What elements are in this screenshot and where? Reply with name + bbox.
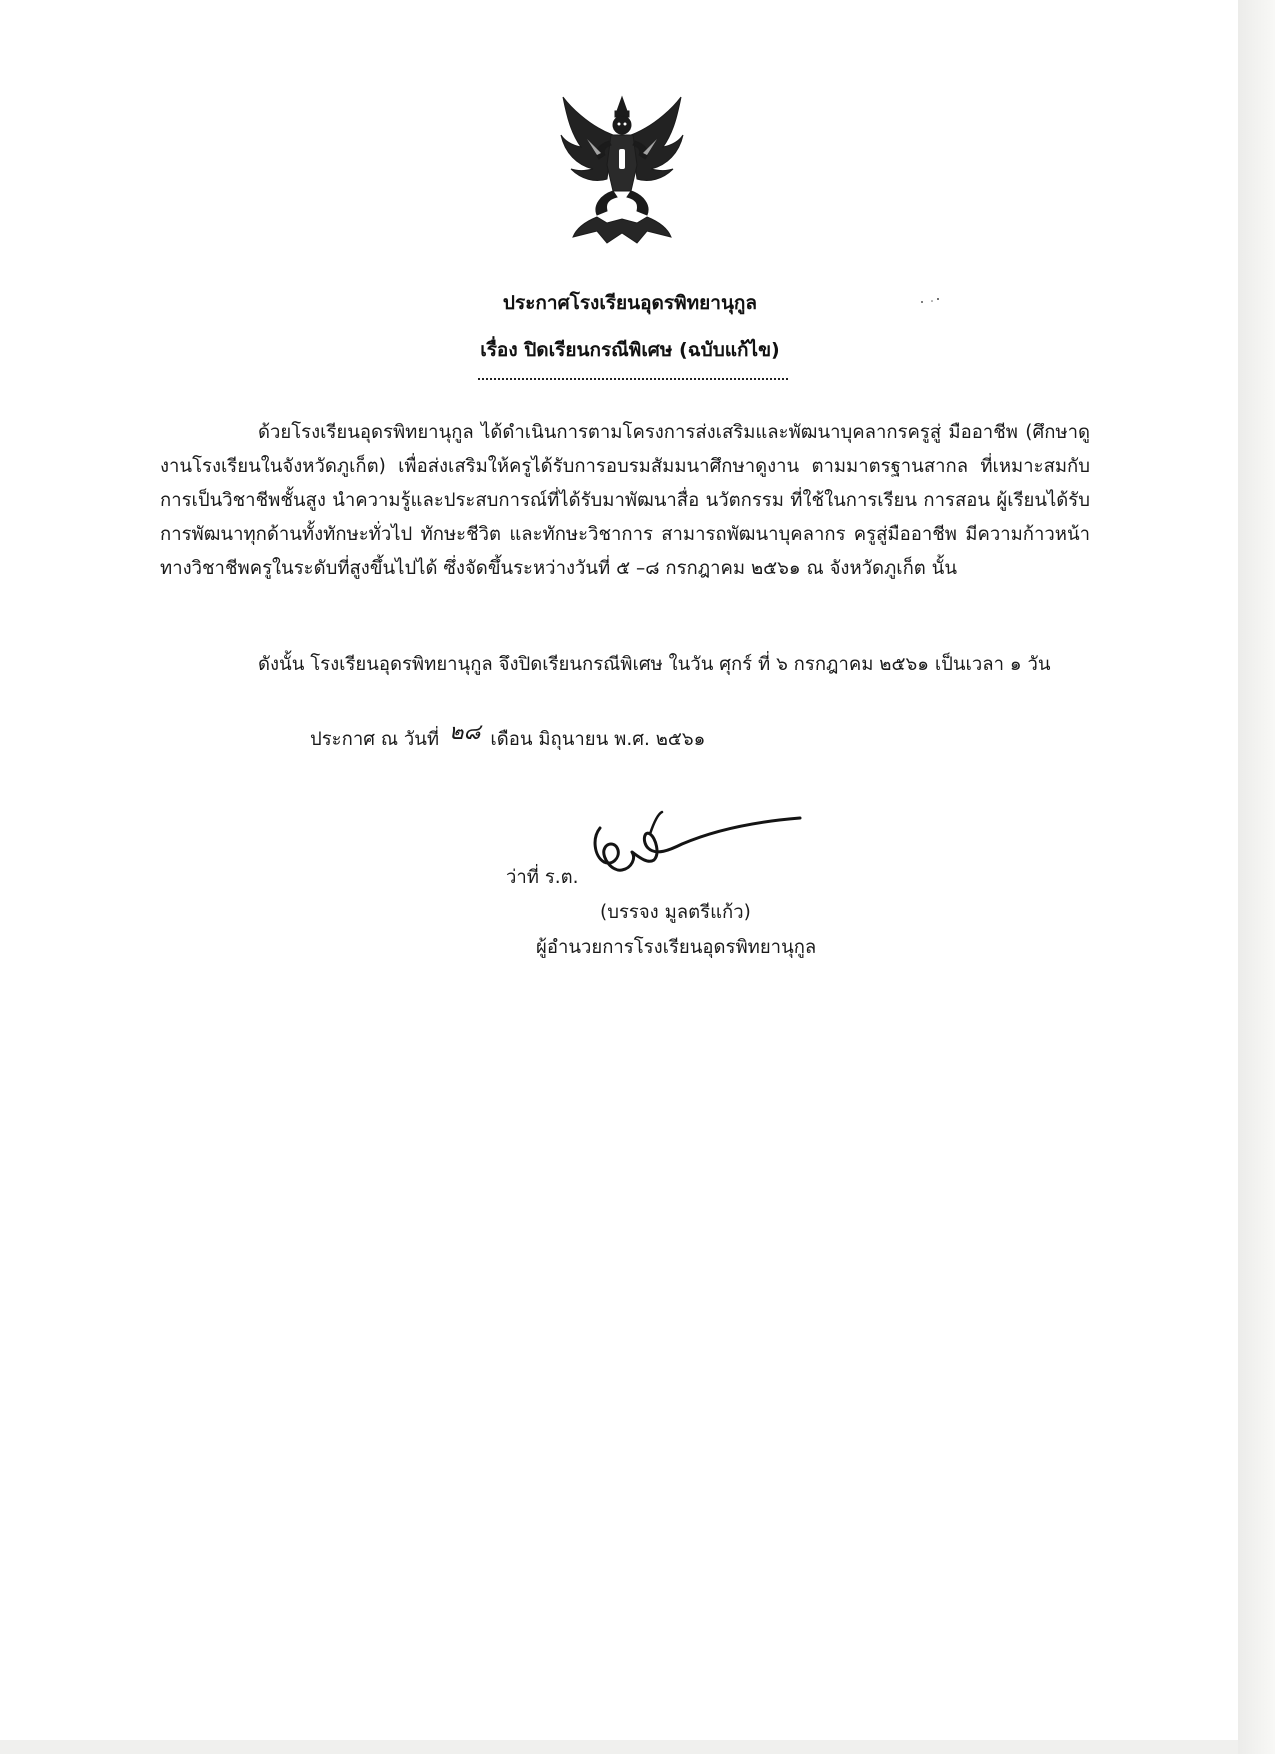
- handwritten-day: ๒๘: [449, 720, 481, 745]
- garuda-emblem: [557, 95, 687, 245]
- dotted-divider: [478, 378, 788, 380]
- body-paragraph-2: ดังนั้น โรงเรียนอุดรพิทยานุกูล จึงปิดเรียนกรณีพิเศษ ในวัน ศุกร์ ที่ ๖ กรกฎาคม ๒๕๖๑ เป็นเวลา ๑ วัน: [258, 654, 1051, 675]
- signer-rank: ว่าที่ ร.ต.: [506, 867, 579, 888]
- signature-icon: [590, 808, 805, 888]
- announcement-heading: ประกาศโรงเรียนอุดรพิทยานุกูล: [502, 292, 758, 314]
- announcement-date-line: [310, 720, 705, 755]
- signer-position: ผู้อำนวยการโรงเรียนอุดรพิทยานุกูล: [536, 937, 817, 958]
- body-paragraph-1: ด้วยโรงเรียนอุดรพิทยานุกูล ได้ดำเนินการตามโครงการส่งเสริมและพัฒนาบุคลากรครูสู่ มืออาชีพ (ศึกษาดูงานโรงเรียนในจังหวัดภูเก็ต) เพื่อส่งเสริมให้ครูได้รับการอบรมสัมมนาศึกษาดูงาน ตามมาตรฐานสากล ที่เหมาะสมกับการเป็นวิชาชีพชั้นสูง นำความรู้และประสบการณ์ที่ได้รับมาพัฒนาสื่อ นวัตกรรม ที่ใช้ในการเรียน การสอน ผู้เรียนได้รับการพัฒนาทุกด้านทั้งทักษะทั่วไป ทักษะชีวิต และทักษะวิชาการ สามารถพัฒนาบุคลากร ครูสู่มืออาชีพ มีความก้าวหน้าทางวิชาชีพครูในระดับที่สูงขึ้นไปได้ ซึ่งจัดขึ้นระหว่างวันที่ ๕ –๘ กรกฎาคม ๒๕๖๑ ณ จังหวัดภูเก็ต นั้น: [160, 422, 1090, 579]
- scan-edge: [1238, 0, 1275, 1754]
- subject-heading: เรื่อง ปิดเรียนกรณีพิเศษ (ฉบับแก้ไข): [480, 339, 780, 361]
- signer-name: (บรรจง มูลตรีแก้ว): [600, 902, 751, 923]
- scan-bottom-edge: [0, 1740, 1238, 1754]
- announce-prefix: ประกาศ ณ วันที่: [310, 729, 440, 750]
- announce-suffix: เดือน มิถุนายน พ.ศ. ๒๕๖๑: [490, 729, 706, 750]
